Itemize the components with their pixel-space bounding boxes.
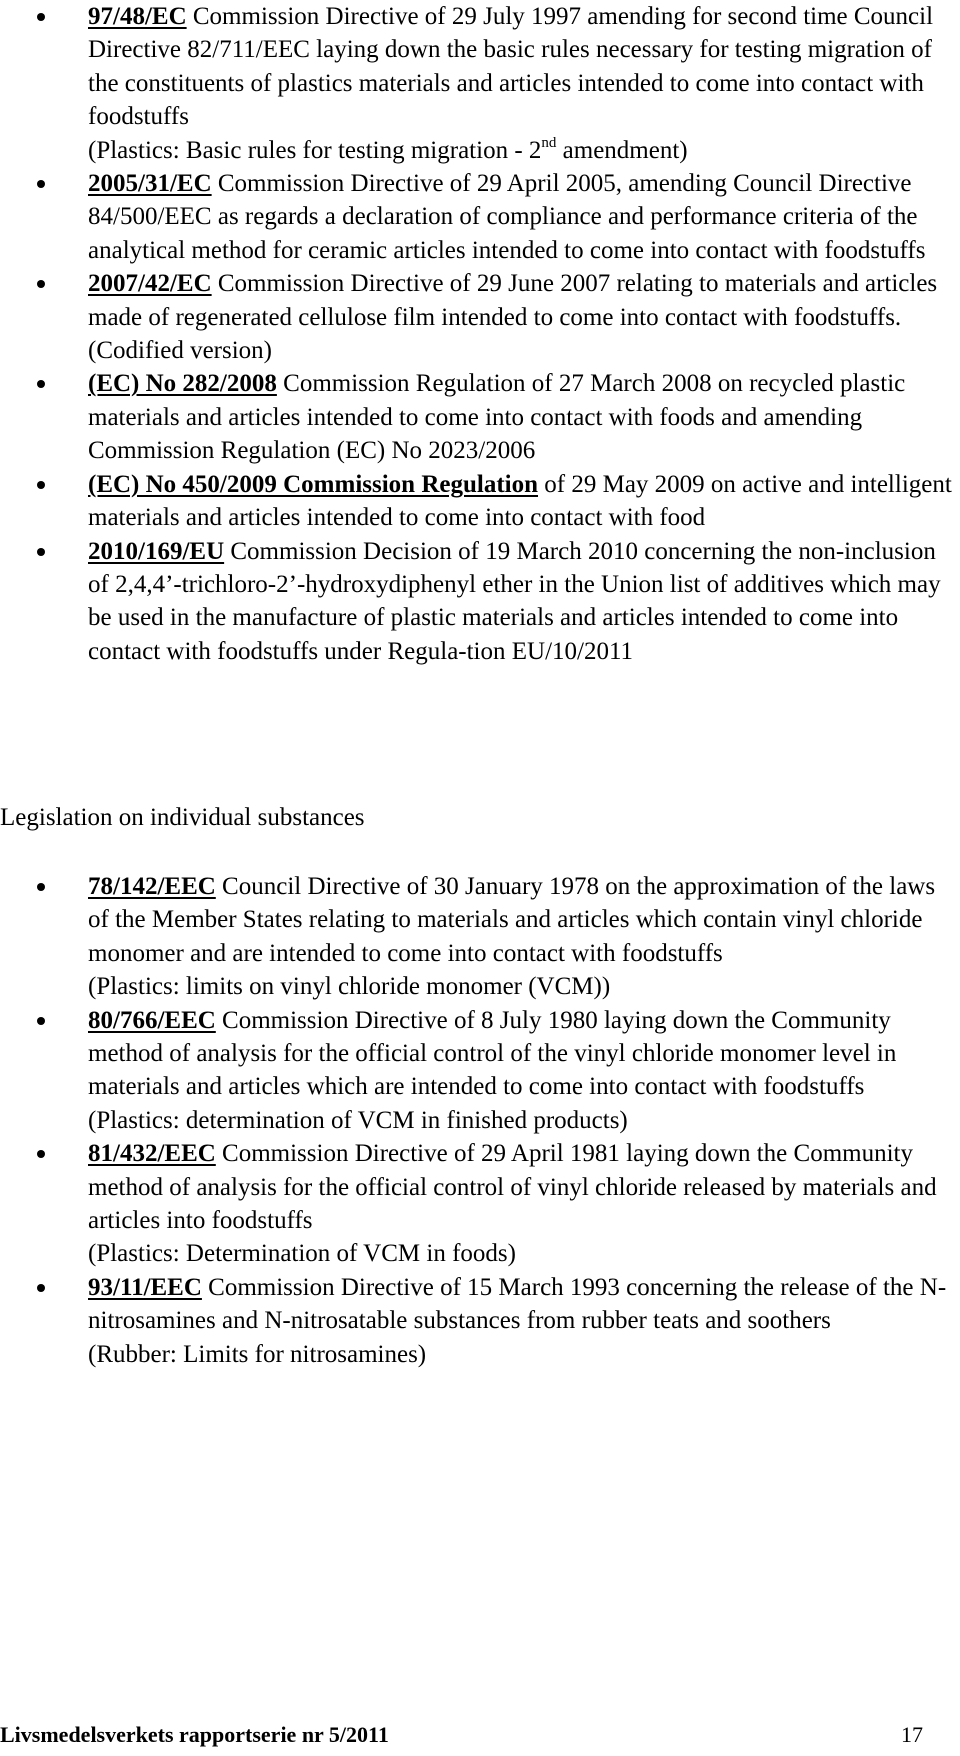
legislation-description: Commission Directive of 29 April 2005, amending Council Directive 84/500/EEC as regards a declaration of compliance and performance criteria of the analytical method for ceramic articles intended to come into contact with foodstuffs (88, 170, 926, 264)
bullet-icon (37, 481, 45, 489)
bullet-icon (37, 548, 45, 556)
legislation-description: Commission Directive of 29 July 1997 amending for second time Council Directive 82/711/EEC laying down the basic rules necessary for testing migration of the constituents of plastics materials and articles intended to come into contact with foodstuffs (88, 3, 934, 131)
page-number: 17 (901, 1722, 923, 1747)
legislation-list-general (0, 0, 960, 668)
legislation-reference: 2005/31/EC (88, 170, 212, 198)
legislation-reference: 2007/42/EC (88, 270, 212, 298)
bullet-icon (37, 380, 45, 388)
list-item (0, 267, 960, 367)
bullet-icon (37, 1150, 45, 1158)
page-footer (0, 1718, 960, 1752)
bullet-icon (37, 883, 45, 891)
list-item (0, 167, 960, 267)
legislation-reference: 93/11/EEC (88, 1273, 202, 1301)
legislation-description: Commission Decision of 19 March 2010 concerning the non-inclusion of 2,4,4’-trichloro-2’-hydroxydiphenyl ether in the Union list of additives which may be used in the manufacture of plastic materials and articles intended to come into contact with foodstuffs under Regula-tion EU/10/2011 (88, 537, 941, 665)
legislation-list-substances (0, 870, 960, 1371)
legislation-reference: 2010/169/EU (88, 537, 225, 565)
legislation-description: Commission Directive of 29 April 1981 laying down the Community method of analysis for the official control of vinyl chloride released by materials and articles into foodstuffs (88, 1140, 937, 1235)
legislation-reference: (EC) No 450/2009 Commission Regulation (88, 470, 539, 498)
legislation-description: Commission Directive of 29 June 2007 relating to materials and articles made of regenerated cellulose film intended to come into contact with foodstuffs. (Codified version) (88, 270, 938, 365)
list-item (0, 1004, 960, 1138)
legislation-note: (Plastics: limits on vinyl chloride monomer (VCM)) (88, 973, 611, 1001)
legislation-description: Commission Regulation of 27 March 2008 on recycled plastic materials and articles intended to come into contact with foods and amending Commission Regulation (EC) No 2023/2006 (88, 370, 906, 465)
legislation-description: of 29 May 2009 on active and intelligent materials and articles intended to come into contact with food (88, 470, 952, 532)
bullet-icon (37, 1284, 45, 1292)
list-item (0, 468, 960, 535)
legislation-description: Commission Directive of 8 July 1980 laying down the Community method of analysis for the official control of the vinyl chloride monomer level in materials and articles which are intended to come into contact with foodstuffs (88, 1006, 897, 1101)
legislation-note (88, 134, 952, 167)
list-item (0, 367, 960, 467)
legislation-reference: (EC) No 282/2008 (88, 370, 277, 398)
footer-title: Livsmedelsverkets rapportserie nr 5/2011 (0, 1722, 389, 1747)
list-item (0, 1137, 960, 1271)
note-text: (Plastics: Basic rules for testing migration - 2 (88, 136, 542, 164)
list-item (0, 870, 960, 1004)
note-text-end: amendment) (556, 136, 688, 164)
bullet-icon (37, 180, 45, 188)
legislation-reference: 78/142/EEC (88, 873, 216, 900)
legislation-reference: 80/766/EEC (88, 1006, 216, 1034)
legislation-reference: 97/48/EC (88, 3, 187, 30)
bullet-icon (37, 13, 45, 21)
legislation-note: (Rubber: Limits for nitrosamines) (88, 1340, 427, 1368)
legislation-note: (Plastics: Determination of VCM in foods) (88, 1240, 516, 1268)
bullet-icon (37, 280, 45, 288)
list-item (0, 1271, 960, 1371)
legislation-note: (Plastics: determination of VCM in finished products) (88, 1106, 628, 1134)
bullet-icon (37, 1017, 45, 1025)
note-superscript: nd (541, 134, 557, 151)
legislation-description: Commission Directive of 15 March 1993 concerning the release of the N-nitrosamines and N-nitrosatable substances from rubber teats and soothers (88, 1273, 947, 1335)
legislation-description: Council Directive of 30 January 1978 on the approximation of the laws of the Member States relating to materials and articles which contain vinyl chloride monomer and are intended to come into contact with foodstuffs (88, 873, 936, 967)
list-item (0, 0, 960, 167)
legislation-reference: 81/432/EEC (88, 1140, 216, 1168)
section-heading: Legislation on individual substances (0, 804, 365, 831)
list-item (0, 535, 960, 669)
